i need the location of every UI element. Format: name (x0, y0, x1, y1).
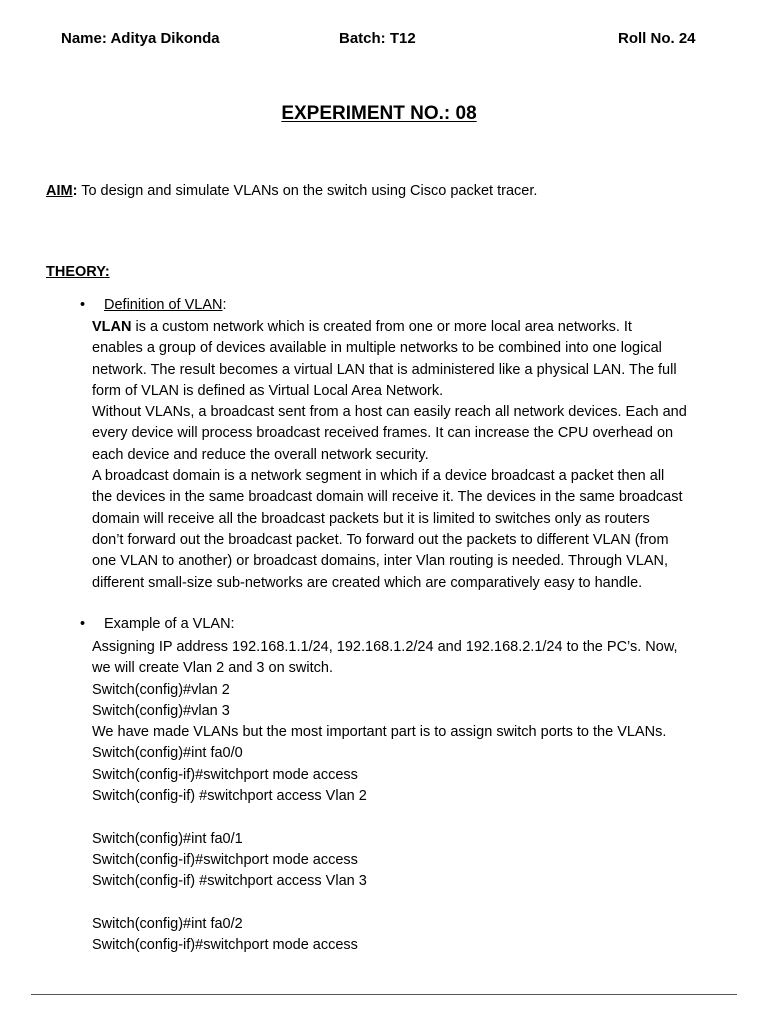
student-batch: Batch: T12 (339, 30, 416, 47)
example-body (92, 637, 722, 956)
body-line: one VLAN to another) or broadcast domains, inter Vlan routing is needed. Through VLAN, (92, 553, 669, 570)
footer-divider (31, 994, 737, 995)
body-line: domain will receive all the broadcast packets but it is limited to switches only as routers (92, 510, 650, 527)
command-line: Switch(config-if) #switchport access Vlan 3 (92, 873, 367, 890)
student-header (0, 30, 768, 52)
command-line: Switch(config)#int fa0/1 (92, 830, 243, 847)
bullet-marker: • (80, 297, 86, 313)
bullet-marker: • (80, 616, 86, 632)
body-line: A broadcast domain is a network segment in which if a device broadcast a packet then all (92, 468, 665, 485)
command-line: Switch(config)#vlan 2 (92, 681, 230, 698)
body-line: we will create Vlan 2 and 3 on switch. (92, 660, 333, 677)
body-line: Without VLANs, a broadcast sent from a host can easily reach all network devices. Each and (92, 404, 687, 421)
body-line: form of VLAN is defined as Virtual Local Area Network. (92, 382, 444, 399)
vlan-term: VLAN (92, 319, 132, 335)
command-line: Switch(config-if)#switchport mode access (92, 937, 358, 954)
body-line: Assigning IP address 192.168.1.1/24, 192.168.1.2/24 and 192.168.2.1/24 to the PC’s. Now, (92, 639, 678, 655)
aim-colon: : (72, 183, 78, 199)
command-line: Switch(config-if) #switchport access Vlan 2 (92, 788, 367, 805)
definition-body (92, 317, 722, 594)
body-line: VLAN is a custom network which is created from one or more local area networks. It (92, 319, 632, 335)
body-line: each device and reduce the overall network security. (92, 446, 429, 463)
definition-heading-text: Definition of VLAN (104, 297, 223, 313)
body-line: enables a group of devices available in multiple networks to be combined into one logical (92, 340, 662, 357)
command-line: Switch(config)#int fa0/0 (92, 745, 243, 762)
theory-heading-label: THEORY (46, 264, 105, 280)
student-roll-number: Roll No. 24 (618, 30, 696, 47)
blank-line (92, 893, 722, 914)
student-name: Name: Aditya Dikonda (61, 30, 220, 47)
aim-paragraph (46, 183, 537, 199)
command-line: Switch(config)#int fa0/2 (92, 915, 243, 932)
body-line: every device will process broadcast received frames. It can increase the CPU overhead on (92, 425, 674, 442)
body-line: different small-size sub-networks are created which are comparatively easy to handle. (92, 574, 643, 591)
command-line: Switch(config-if)#switchport mode access (92, 766, 358, 783)
blank-line (92, 807, 722, 828)
theory-heading (46, 264, 110, 280)
command-line: Switch(config)#vlan 3 (92, 702, 230, 719)
body-line: network. The result becomes a virtual LAN that is administered like a physical LAN. The full (92, 361, 677, 378)
section-heading-definition (80, 297, 227, 313)
definition-heading-colon: : (222, 297, 227, 313)
aim-text: To design and simulate VLANs on the switch using Cisco packet tracer. (77, 183, 538, 199)
section-heading-example (80, 616, 235, 632)
body-line: don’t forward out the broadcast packet. To forward out the packets to different VLAN (from (92, 531, 669, 548)
theory-heading-colon: : (104, 264, 110, 280)
aim-label: AIM (46, 183, 73, 199)
command-line: Switch(config-if)#switchport mode access (92, 851, 358, 868)
body-line: We have made VLANs but the most important part is to assign switch ports to the VLANs. (92, 724, 667, 741)
body-line: the devices in the same broadcast domain will receive it. The devices in the same broadcast (92, 489, 683, 506)
experiment-title: EXPERIMENT NO.: 08 (281, 103, 477, 124)
example-heading-text: Example of a VLAN: (104, 616, 235, 632)
